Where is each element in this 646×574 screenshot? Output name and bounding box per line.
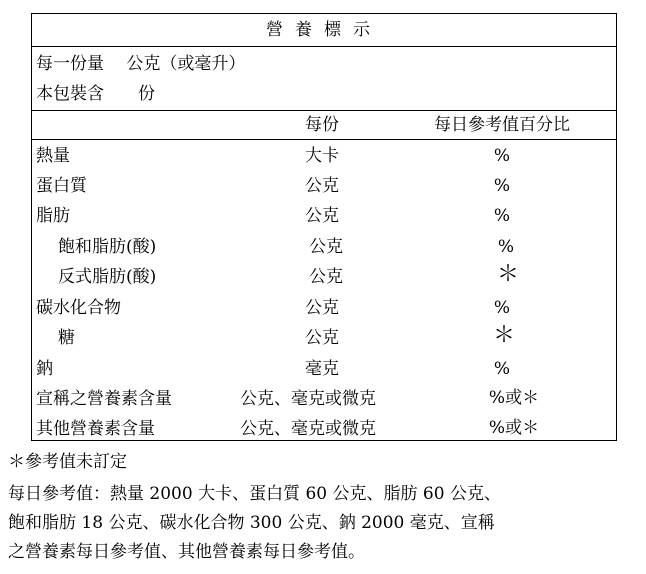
row-unit-sodium: 毫克: [305, 359, 339, 379]
serving-size: 每一份量 公克（或毫升）: [36, 54, 246, 74]
row-pct-other-nutrients: %或＊: [488, 418, 540, 438]
row-name-trans-fat: 反式脂肪(酸): [58, 267, 157, 287]
note-daily-values-line3: 之營養素每日參考值、其他營養素每日參考值。: [8, 542, 365, 562]
divider-header: [32, 139, 616, 140]
note-daily-values-line1: 每日參考值：熱量 2000 大卡、蛋白質 60 公克、脂肪 60 公克、: [8, 484, 501, 504]
row-pct-trans-fat: ＊: [496, 262, 519, 287]
row-pct-sugar: ＊: [492, 323, 515, 348]
row-unit-saturated-fat: 公克: [309, 237, 343, 257]
row-name-carbohydrate: 碳水化合物: [36, 298, 121, 318]
row-unit-other-nutrients: 公克、毫克或微克: [240, 419, 376, 439]
row-unit-fat: 公克: [305, 206, 339, 226]
row-pct-protein: %: [493, 176, 511, 196]
row-pct-carbohydrate: %: [493, 298, 511, 318]
header-daily-value-pct: 每日參考值百分比: [434, 115, 570, 135]
row-name-claimed-nutrients: 宣稱之營養素含量: [36, 389, 172, 409]
row-name-fat: 脂肪: [36, 206, 70, 226]
row-unit-claimed-nutrients: 公克、毫克或微克: [240, 389, 376, 409]
table-title: 營養標示: [266, 20, 382, 40]
row-name-energy: 熱量: [36, 146, 70, 166]
row-pct-saturated-fat: %: [497, 237, 515, 257]
row-unit-carbohydrate: 公克: [305, 298, 339, 318]
row-name-protein: 蛋白質: [36, 176, 87, 196]
row-name-saturated-fat: 飽和脂肪(酸): [58, 237, 157, 257]
divider-serving: [32, 110, 616, 111]
row-pct-sodium: %: [493, 359, 511, 379]
row-pct-energy: %: [493, 146, 511, 166]
servings-per-package: 本包裝含 份: [36, 84, 155, 104]
row-unit-sugar: 公克: [305, 328, 339, 348]
nutrition-facts-table: [31, 13, 617, 441]
note-daily-values-line2: 飽和脂肪 18 公克、碳水化合物 300 公克、鈉 2000 毫克、宣稱: [8, 513, 495, 533]
row-pct-claimed-nutrients: %或＊: [488, 388, 540, 408]
header-per-serving: 每份: [305, 115, 339, 135]
row-unit-protein: 公克: [305, 176, 339, 196]
row-name-sodium: 鈉: [36, 359, 53, 379]
row-unit-energy: 大卡: [305, 146, 339, 166]
divider-title: [32, 46, 616, 47]
row-unit-trans-fat: 公克: [309, 267, 343, 287]
row-name-other-nutrients: 其他營養素含量: [36, 419, 155, 439]
row-name-sugar: 糖: [58, 328, 75, 348]
row-pct-fat: %: [493, 206, 511, 226]
note-reference-undefined: ＊參考值未訂定: [8, 452, 127, 472]
